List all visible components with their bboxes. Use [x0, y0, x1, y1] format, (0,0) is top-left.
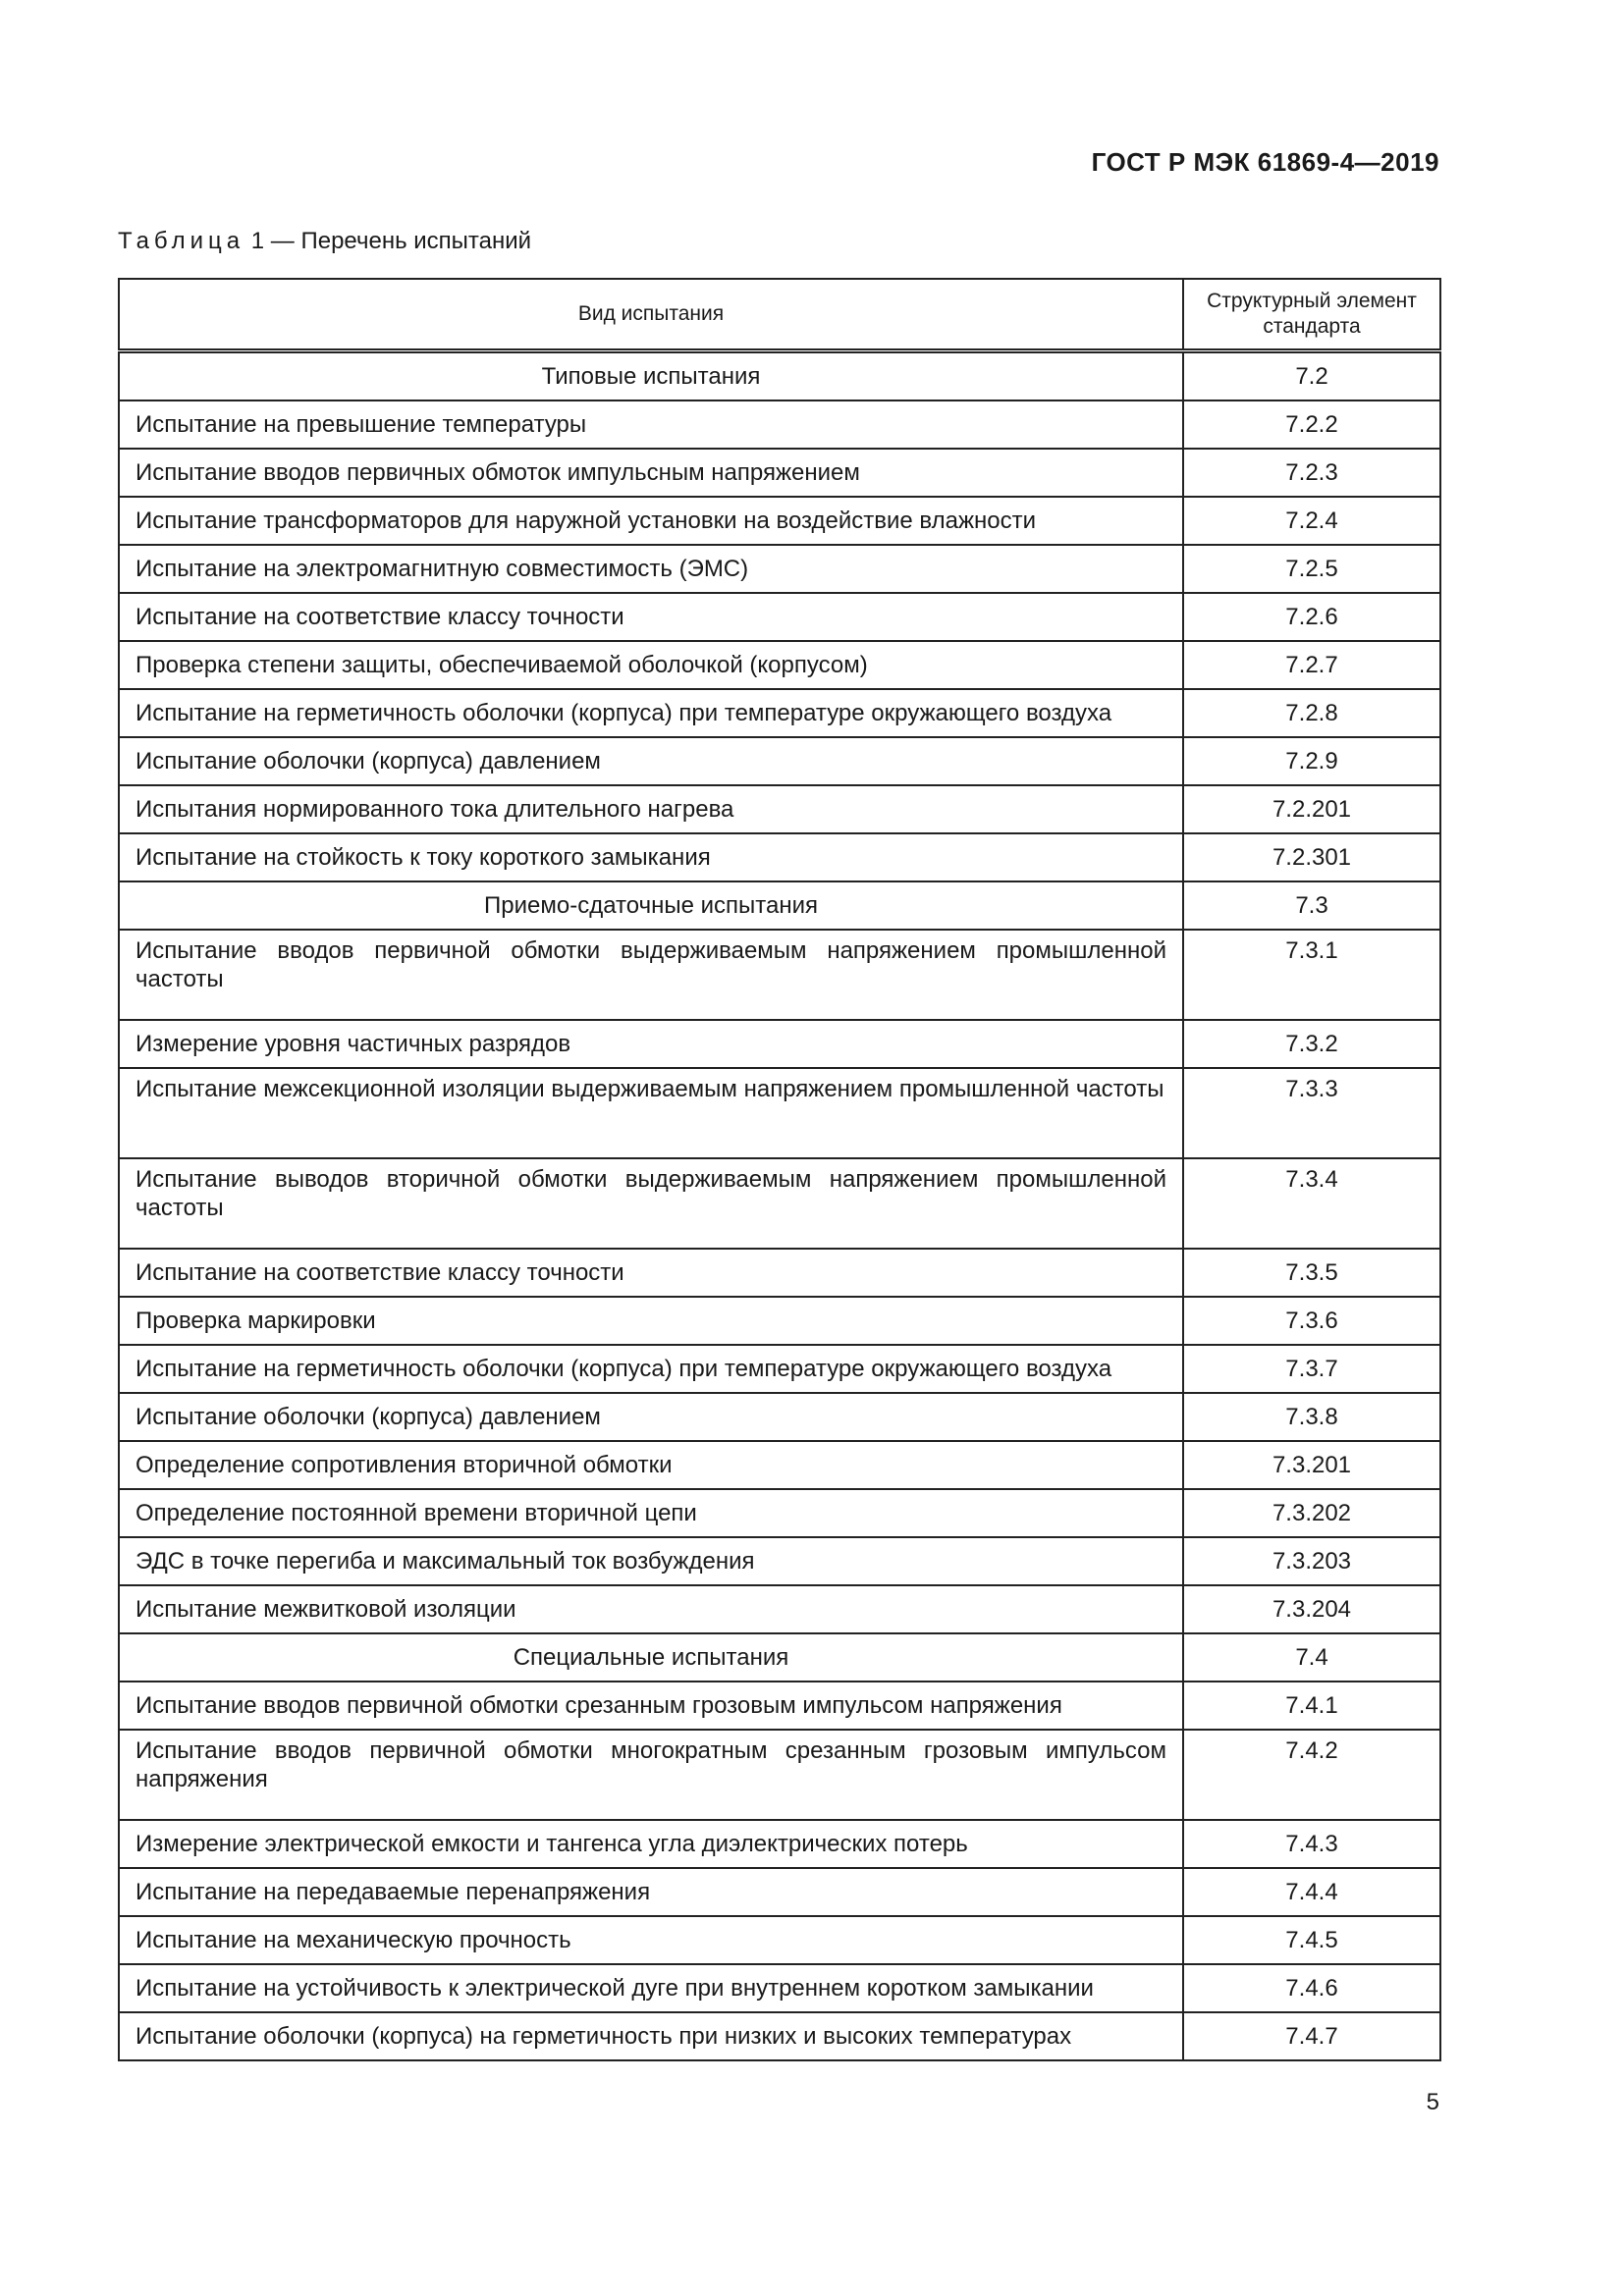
table-row	[119, 1249, 1440, 1297]
test-name-cell: Испытание на стойкость к току короткого замыкания	[119, 833, 1183, 881]
test-name-cell: Измерение электрической емкости и тангенса угла диэлектрических потерь	[119, 1820, 1183, 1868]
table-row	[119, 449, 1440, 497]
test-name-cell: Испытание выводов вторичной обмотки выдерживаемым напряжением промышленной частоты	[119, 1158, 1183, 1249]
clause-ref-cell: 7.3.6	[1183, 1297, 1440, 1345]
clause-ref-cell: 7.2	[1183, 351, 1440, 401]
table-row	[119, 930, 1440, 1020]
clause-ref-cell: 7.2.6	[1183, 593, 1440, 641]
clause-ref-cell: 7.3.3	[1183, 1068, 1440, 1158]
clause-ref-cell: 7.4	[1183, 1633, 1440, 1682]
clause-ref-cell: 7.2.3	[1183, 449, 1440, 497]
table-section-row	[119, 351, 1440, 401]
clause-ref-cell: 7.2.9	[1183, 737, 1440, 785]
test-name-cell: Испытание на устойчивость к электрической дуге при внутреннем коротком замыкании	[119, 1964, 1183, 2012]
test-name-cell: Испытание на электромагнитную совместимость (ЭМС)	[119, 545, 1183, 593]
table-row	[119, 1820, 1440, 1868]
document-header: ГОСТ Р МЭК 61869-4—2019	[1091, 147, 1439, 177]
section-title: Типовые испытания	[119, 351, 1183, 401]
table-row	[119, 1489, 1440, 1537]
table-section-row	[119, 881, 1440, 930]
table-row	[119, 1964, 1440, 2012]
table-row	[119, 545, 1440, 593]
test-name-cell: Испытание межсекционной изоляции выдерживаемым напряжением промышленной частоты	[119, 1068, 1183, 1158]
test-name-cell: Испытание вводов первичных обмоток импульсным напряжением	[119, 449, 1183, 497]
clause-ref-cell: 7.3.204	[1183, 1585, 1440, 1633]
test-name-cell: Испытание вводов первичной обмотки срезанным грозовым импульсом напряжения	[119, 1682, 1183, 1730]
table-row	[119, 1916, 1440, 1964]
test-name-cell: Проверка степени защиты, обеспечиваемой оболочкой (корпусом)	[119, 641, 1183, 689]
test-name-cell: Испытание на превышение температуры	[119, 400, 1183, 449]
table-row	[119, 1585, 1440, 1633]
test-name-cell: Испытание на соответствие классу точности	[119, 1249, 1183, 1297]
clause-ref-cell: 7.3.5	[1183, 1249, 1440, 1297]
section-title: Специальные испытания	[119, 1633, 1183, 1682]
table-body	[119, 351, 1440, 2061]
table-row	[119, 1068, 1440, 1158]
table-row	[119, 2012, 1440, 2060]
clause-ref-cell: 7.3	[1183, 881, 1440, 930]
clause-ref-cell: 7.3.201	[1183, 1441, 1440, 1489]
test-name-cell: Испытание межвитковой изоляции	[119, 1585, 1183, 1633]
test-name-cell: Проверка маркировки	[119, 1297, 1183, 1345]
clause-ref-cell: 7.2.2	[1183, 400, 1440, 449]
clause-ref-cell: 7.4.3	[1183, 1820, 1440, 1868]
clause-ref-cell: 7.3.1	[1183, 930, 1440, 1020]
test-name-cell: Испытание на герметичность оболочки (корпуса) при температуре окружающего воздуха	[119, 1345, 1183, 1393]
clause-ref-cell: 7.3.8	[1183, 1393, 1440, 1441]
table-row	[119, 1441, 1440, 1489]
test-name-cell: Испытание вводов первичной обмотки выдерживаемым напряжением промышленной частоты	[119, 930, 1183, 1020]
table-section-row	[119, 1633, 1440, 1682]
test-name-cell: Испытание оболочки (корпуса) давлением	[119, 1393, 1183, 1441]
table-row	[119, 1868, 1440, 1916]
clause-ref-cell: 7.4.2	[1183, 1730, 1440, 1820]
clause-ref-cell: 7.3.4	[1183, 1158, 1440, 1249]
test-name-cell: Испытание оболочки (корпуса) на герметичность при низких и высоких температурах	[119, 2012, 1183, 2060]
table-header-row	[119, 279, 1440, 351]
test-name-cell: Измерение уровня частичных разрядов	[119, 1020, 1183, 1068]
clause-ref-cell: 7.4.7	[1183, 2012, 1440, 2060]
test-name-cell: Испытание на соответствие классу точности	[119, 593, 1183, 641]
test-name-cell: Испытание на передаваемые перенапряжения	[119, 1868, 1183, 1916]
test-name-cell: Определение сопротивления вторичной обмотки	[119, 1441, 1183, 1489]
table-caption-label: Таблица	[118, 228, 245, 254]
column-header-test-type: Вид испытания	[119, 279, 1183, 351]
clause-ref-cell: 7.2.4	[1183, 497, 1440, 545]
test-name-cell: Определение постоянной времени вторичной цепи	[119, 1489, 1183, 1537]
clause-ref-cell: 7.4.1	[1183, 1682, 1440, 1730]
clause-ref-cell: 7.3.203	[1183, 1537, 1440, 1585]
table-row	[119, 1345, 1440, 1393]
table-row	[119, 593, 1440, 641]
table-row	[119, 833, 1440, 881]
section-title: Приемо-сдаточные испытания	[119, 881, 1183, 930]
test-name-cell: Испытание оболочки (корпуса) давлением	[119, 737, 1183, 785]
table-row	[119, 1682, 1440, 1730]
table-row	[119, 689, 1440, 737]
table-row	[119, 1393, 1440, 1441]
clause-ref-cell: 7.4.5	[1183, 1916, 1440, 1964]
clause-ref-cell: 7.2.5	[1183, 545, 1440, 593]
table-caption-text: 1 — Перечень испытаний	[250, 228, 532, 254]
test-name-cell: ЭДС в точке перегиба и максимальный ток возбуждения	[119, 1537, 1183, 1585]
clause-ref-cell: 7.2.201	[1183, 785, 1440, 833]
page-number: 5	[1426, 2089, 1439, 2115]
test-name-cell: Испытания нормированного тока длительного нагрева	[119, 785, 1183, 833]
test-name-cell: Испытание вводов первичной обмотки многократным срезанным грозовым импульсом напряжения	[119, 1730, 1183, 1820]
clause-ref-cell: 7.3.2	[1183, 1020, 1440, 1068]
test-name-cell: Испытание трансформаторов для наружной установки на воздействие влажности	[119, 497, 1183, 545]
clause-ref-cell: 7.3.7	[1183, 1345, 1440, 1393]
test-name-cell: Испытание на герметичность оболочки (корпуса) при температуре окружающего воздуха	[119, 689, 1183, 737]
table-caption	[118, 228, 531, 255]
clause-ref-cell: 7.4.6	[1183, 1964, 1440, 2012]
clause-ref-cell: 7.4.4	[1183, 1868, 1440, 1916]
clause-ref-cell: 7.2.8	[1183, 689, 1440, 737]
table-row	[119, 641, 1440, 689]
table-row	[119, 400, 1440, 449]
test-name-cell: Испытание на механическую прочность	[119, 1916, 1183, 1964]
table-row	[119, 785, 1440, 833]
table-row	[119, 737, 1440, 785]
table-row	[119, 1020, 1440, 1068]
clause-ref-cell: 7.2.7	[1183, 641, 1440, 689]
tests-table	[118, 278, 1441, 2061]
table-row	[119, 497, 1440, 545]
table-row	[119, 1158, 1440, 1249]
clause-ref-cell: 7.2.301	[1183, 833, 1440, 881]
column-header-clause: Структурный элемент стандарта	[1183, 279, 1440, 351]
clause-ref-cell: 7.3.202	[1183, 1489, 1440, 1537]
table-row	[119, 1537, 1440, 1585]
table-row	[119, 1297, 1440, 1345]
table-row	[119, 1730, 1440, 1820]
